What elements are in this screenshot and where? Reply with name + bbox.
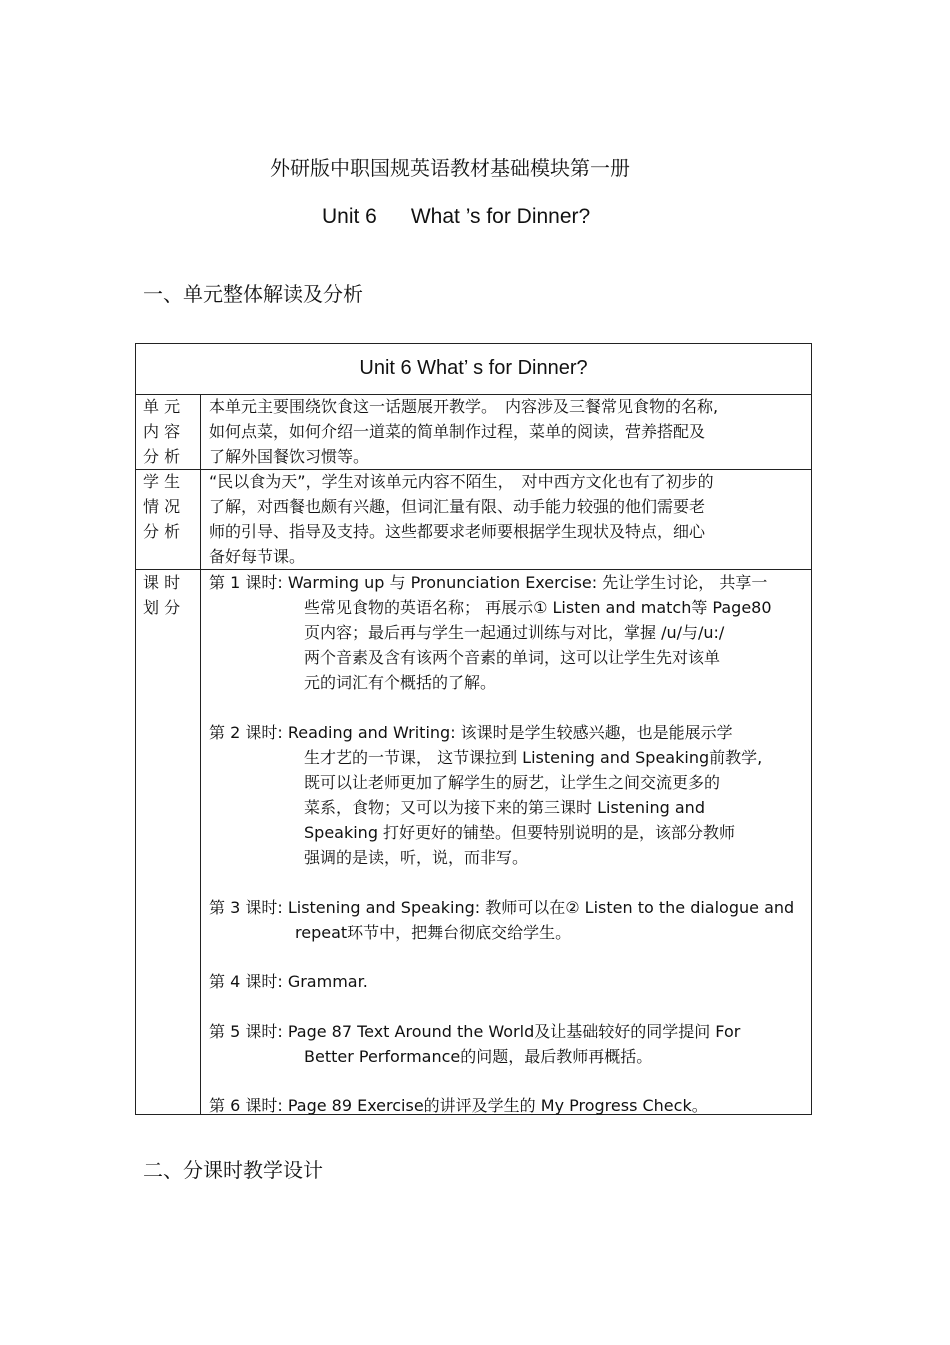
label-line: 情 况 — [143, 497, 181, 516]
unit-heading — [322, 205, 590, 229]
document-title: 外研版中职国规英语教材基础模块第一册 — [270, 156, 630, 180]
label-line: 单 元 — [143, 397, 181, 416]
text-line: 菜系，食物；又可以为接下来的第三课时 Listening and — [304, 798, 705, 817]
label-line: 学 生 — [143, 472, 181, 491]
section-heading-2: 二、分课时教学设计 — [143, 1158, 323, 1182]
text-line: 生才艺的一节课， 这节课拉到 Listening and Speaking前教学, — [304, 748, 763, 767]
row-label-lesson-division — [143, 570, 191, 620]
text-line: Speaking 打好更好的铺垫。但要特别说明的是，该部分教师 — [304, 823, 736, 842]
text-line: 第 2 课时: Reading and Writing: 该课时是学生较感兴趣，也是能展示学 — [209, 723, 733, 742]
label-line: 课 时 — [143, 573, 181, 592]
text-line: 第 3 课时: Listening and Speaking: 教师可以在② Listen to the dialogue and — [209, 898, 795, 917]
text-line: 第 5 课时: Page 87 Text Around the World及让基础较好的同学提问 For — [209, 1022, 741, 1041]
text-line: 强调的是读，听，说，而非写。 — [304, 848, 529, 867]
text-line: Better Performance的问题，最后教师再概括。 — [304, 1047, 653, 1066]
text-line: 些常见食物的英语名称； 再展示① Listen and match等 Page80 — [304, 598, 772, 617]
unit-analysis-table — [135, 343, 812, 1115]
student-analysis-text — [209, 469, 714, 569]
text-line: 备好每节课。 — [209, 547, 306, 566]
text-line: 两个音素及含有该两个音素的单词，这可以让学生先对该单 — [304, 648, 721, 667]
lesson-6 — [209, 1093, 708, 1118]
text-line: 了解外国餐饮习惯等。 — [209, 447, 370, 466]
label-line: 分 析 — [143, 522, 181, 541]
label-line: 内 容 — [143, 422, 181, 441]
text-line: 了解，对西餐也颇有兴趣，但词汇量有限、动手能力较强的他们需要老 — [209, 497, 706, 516]
row-label-student-analysis — [143, 469, 191, 544]
text-line: 页内容；最后再与学生一起通过训练与对比，掌握 /u/与/u:/ — [304, 623, 725, 642]
text-line: “民以食为天”，学生对该单元内容不陌生， 对中西方文化也有了初步的 — [209, 472, 714, 491]
text-line: 师的引导、指导及支持。这些都要求老师要根据学生现状及特点，细心 — [209, 522, 706, 541]
section-heading-1: 一、单元整体解读及分析 — [143, 282, 363, 306]
label-line: 划 分 — [143, 598, 181, 617]
lesson-4 — [209, 969, 368, 994]
column-divider — [200, 394, 201, 1114]
label-line: 分 析 — [143, 447, 181, 466]
text-line: 元的词汇有个概括的了解。 — [304, 673, 497, 692]
row-label-content-analysis — [143, 394, 191, 469]
lesson-3 — [209, 895, 794, 945]
lesson-1 — [209, 570, 772, 695]
text-line: 既可以让老师更加了解学生的厨艺，让学生之间交流更多的 — [304, 773, 721, 792]
text-line: repeat环节中，把舞台彻底交给学生。 — [295, 923, 572, 942]
unit-label: Unit 6 — [322, 205, 377, 228]
lesson-2 — [209, 720, 762, 870]
text-line: 第 4 课时: Grammar. — [209, 972, 368, 991]
text-line: 如何点菜，如何介绍一道菜的简单制作过程，菜单的阅读，营养搭配及 — [209, 422, 706, 441]
unit-title: What ’s for Dinner? — [410, 205, 591, 228]
text-line: 第 1 课时: Warming up 与 Pronunciation Exercise: 先让学生讨论， 共享一 — [209, 573, 768, 592]
lesson-5 — [209, 1019, 740, 1069]
text-line: 第 6 课时: Page 89 Exercise的讲评及学生的 My Progress Check。 — [209, 1096, 708, 1115]
text-line: 本单元主要围绕饮食这一话题展开教学。 内容涉及三餐常见食物的名称, — [209, 397, 719, 416]
table-header: Unit 6 What’ s for Dinner? — [359, 357, 588, 379]
content-analysis-text — [209, 394, 718, 469]
